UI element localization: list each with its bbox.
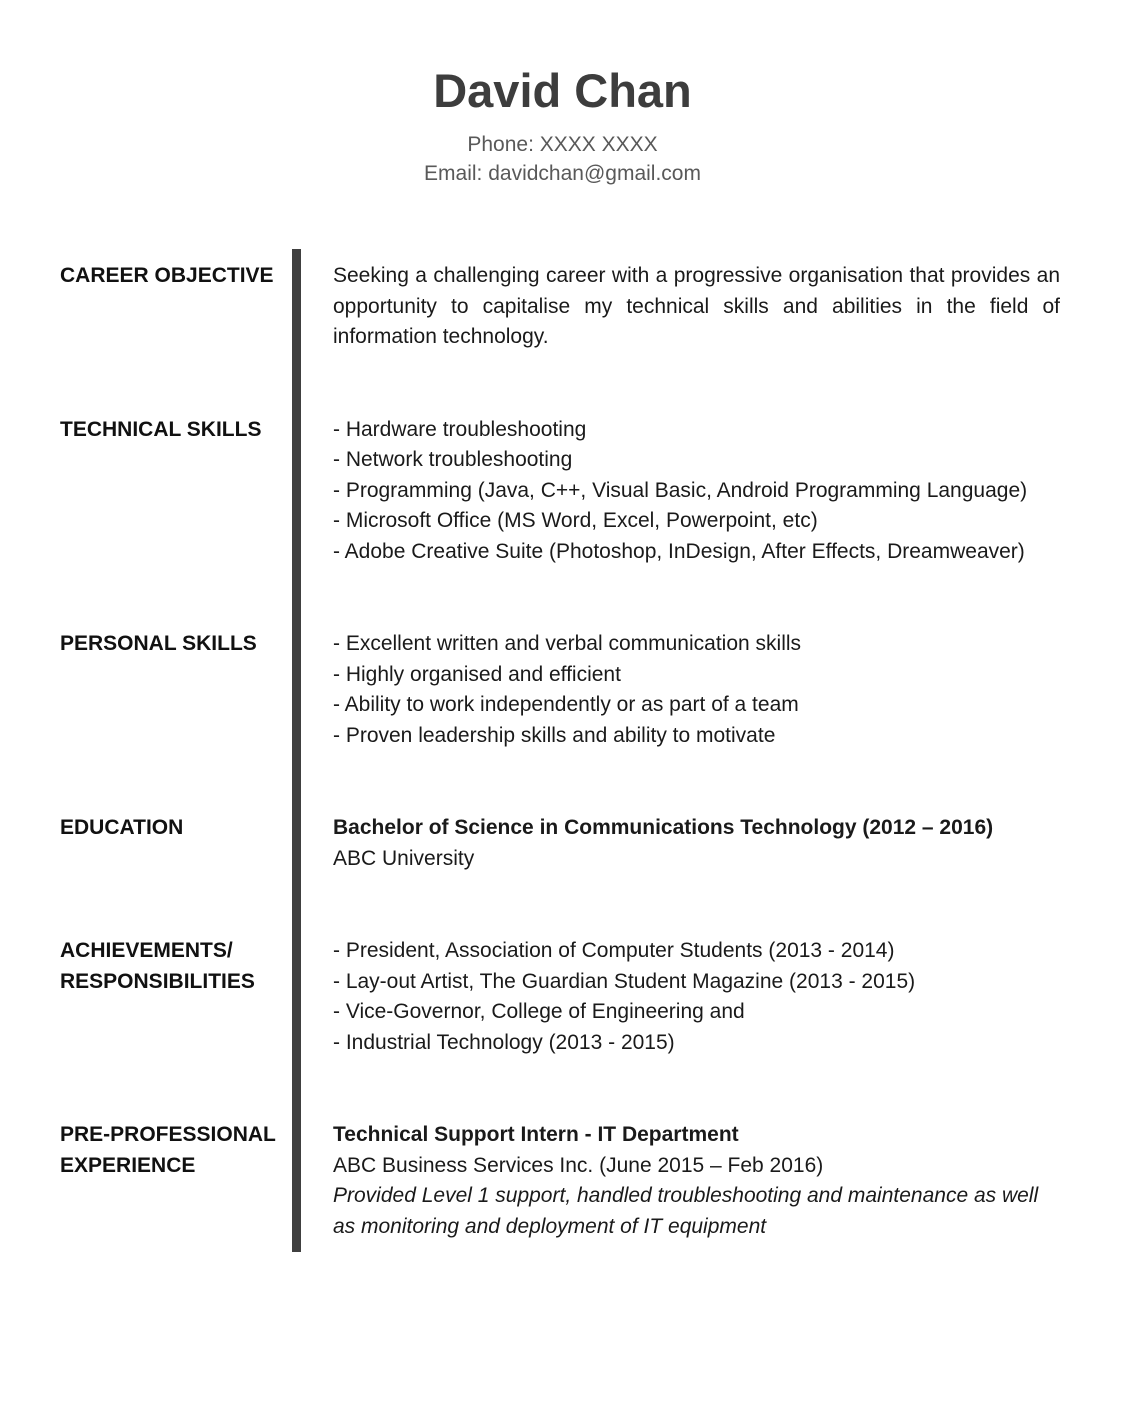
section-education xyxy=(60,813,1060,874)
education-degree: Bachelor of Science in Communications Technology (2012 – 2016) xyxy=(333,816,994,839)
education-school: ABC University xyxy=(333,846,475,870)
section-technical-skills xyxy=(60,415,1060,568)
personal-skill-item: - Proven leadership skills and ability to motivate xyxy=(333,723,776,747)
resume-header xyxy=(0,0,1125,188)
technical-skill-item: - Hardware troubleshooting xyxy=(333,417,587,441)
technical-skill-item: - Programming (Java, C++, Visual Basic, Android Programming Language) xyxy=(333,478,1028,502)
section-label-career-objective: CAREER OBJECTIVE xyxy=(60,264,274,287)
personal-skill-item: - Excellent written and verbal communication skills xyxy=(333,632,802,655)
education-content xyxy=(333,813,1060,874)
technical-skill-item: - Microsoft Office (MS Word, Excel, Powerpoint, etc) xyxy=(333,509,818,532)
achievements-content xyxy=(333,936,1060,1058)
experience-job-title: Technical Support Intern - IT Department xyxy=(333,1123,739,1146)
section-label-experience: PRE-PROFESSIONAL EXPERIENCE xyxy=(60,1123,276,1177)
career-objective-content xyxy=(333,261,1060,353)
section-career-objective xyxy=(60,261,1060,353)
achievement-item: - Lay-out Artist, The Guardian Student Magazine (2013 - 2015) xyxy=(333,969,916,993)
achievement-item: - President, Association of Computer Students (2013 - 2014) xyxy=(333,939,895,962)
vertical-divider-bar xyxy=(292,249,301,1252)
resume-body xyxy=(60,249,1060,1252)
section-label-technical-skills: TECHNICAL SKILLS xyxy=(60,417,262,441)
contact-email: Email: davidchan@gmail.com xyxy=(424,162,701,185)
personal-skill-item: - Ability to work independently or as part of a team xyxy=(333,693,799,716)
achievement-item: - Industrial Technology (2013 - 2015) xyxy=(333,1030,675,1054)
section-label-education: EDUCATION xyxy=(60,816,184,839)
objective-paragraph: Seeking a challenging career with a progressive organisation that provides an opportunity to capitalise my technical skills and abilities in the field of information technology. xyxy=(333,264,1060,348)
section-achievements xyxy=(60,936,1060,1058)
technical-skill-item: - Network troubleshooting xyxy=(333,448,573,471)
personal-skill-item: - Highly organised and efficient xyxy=(333,662,621,686)
section-label-achievements: ACHIEVEMENTS/ RESPONSIBILITIES xyxy=(60,939,255,993)
person-name: David Chan xyxy=(433,64,692,117)
section-personal-skills xyxy=(60,629,1060,751)
experience-company: ABC Business Services Inc. (June 2015 – Feb 2016) xyxy=(333,1153,824,1177)
experience-content xyxy=(333,1120,1060,1242)
technical-skills-content xyxy=(333,415,1060,568)
contact-phone: Phone: XXXX XXXX xyxy=(467,133,658,156)
technical-skill-item: - Adobe Creative Suite (Photoshop, InDesign, After Effects, Dreamweaver) xyxy=(333,539,1025,563)
section-pre-professional-experience xyxy=(60,1120,1060,1242)
experience-description: Provided Level 1 support, handled troubleshooting and maintenance as well as monitoring and deployment of IT equipment xyxy=(333,1184,1039,1238)
section-label-personal-skills: PERSONAL SKILLS xyxy=(60,632,257,655)
personal-skills-content xyxy=(333,629,1060,751)
achievement-item: - Vice-Governor, College of Engineering and xyxy=(333,1000,745,1023)
